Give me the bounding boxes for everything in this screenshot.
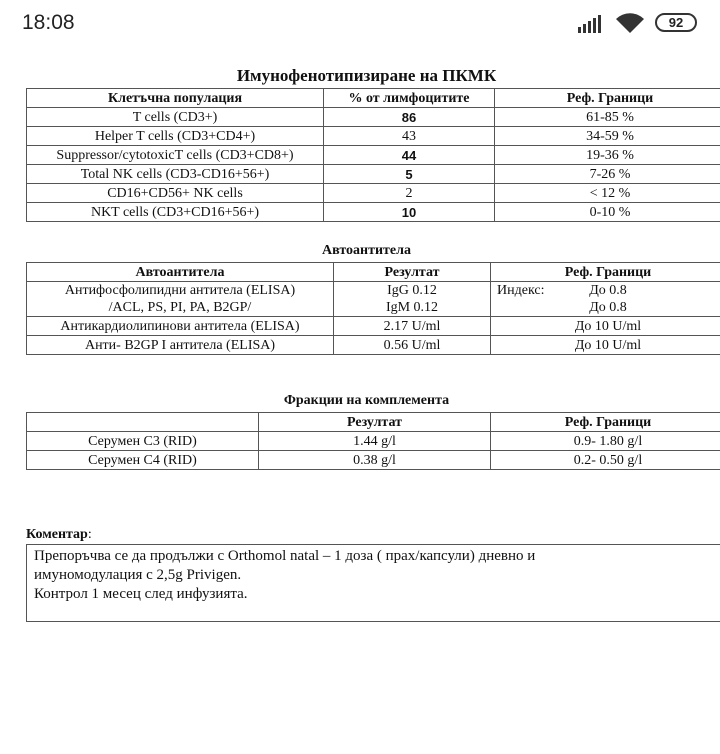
cell: 5 (324, 165, 495, 184)
col-header: Реф. Граници (495, 89, 720, 108)
col-header: Резултат (259, 413, 491, 432)
cell: 7-26 % (495, 165, 720, 184)
cell: 1.44 g/l (259, 432, 491, 451)
table-row (27, 203, 720, 222)
status-bar (0, 0, 720, 50)
cell-line: До 0.8 (589, 300, 627, 315)
cell: NKT cells (CD3+CD16+56+) (27, 203, 324, 222)
cell: 61-85 % (495, 108, 720, 127)
cell: 43 (324, 127, 495, 146)
immuno-table (26, 88, 720, 222)
immuno-title: Имунофенотипизиране на ПКМК (236, 66, 497, 85)
comment-line: Контрол 1 месец след инфузията. (34, 586, 248, 602)
cell: 0.56 U/ml (334, 336, 491, 355)
complement-title: Фракции на комплемента (283, 393, 450, 408)
cell-line: Антифосфолипидни антитела (ELISA) (64, 283, 296, 298)
cell: 0.9- 1.80 g/l (491, 432, 720, 451)
table-row (27, 317, 720, 336)
cell: Helper T cells (CD3+CD4+) (27, 127, 324, 146)
cell: 19-36 % (495, 146, 720, 165)
cell: 0-10 % (495, 203, 720, 222)
cell-line: IgG 0.12 (387, 283, 437, 298)
col-header: Реф. Граници (491, 263, 720, 282)
col-header: % от лимфоцитите (324, 89, 495, 108)
cell: Серумен С4 (RID) (27, 451, 259, 470)
cell-line: До 0.8 (589, 283, 627, 298)
table-row (27, 184, 720, 203)
cell: 0.38 g/l (259, 451, 491, 470)
cell: До 10 U/ml (491, 336, 720, 355)
cell: 10 (324, 203, 495, 222)
cell: Антикардиолипинови антитела (ELISA) (27, 317, 334, 336)
cell: 86 (324, 108, 495, 127)
signal-icon (578, 15, 604, 33)
cell: 0.2- 0.50 g/l (491, 451, 720, 470)
index-label: Индекс: (497, 283, 545, 298)
cell: Total NK cells (CD3-CD16+56+) (27, 165, 324, 184)
table-header (27, 89, 720, 108)
cell: 2 (324, 184, 495, 203)
cell: До 10 U/ml (491, 317, 720, 336)
col-header: Резултат (334, 263, 491, 282)
battery-indicator: 92 (655, 13, 697, 32)
comment-label-text: Коментар (26, 527, 88, 542)
complement-table (26, 412, 720, 470)
cell: T cells (CD3+) (27, 108, 324, 127)
cell-line: /ACL, PS, PI, PA, B2GP/ (108, 300, 252, 315)
cell-line: IgM 0.12 (385, 300, 439, 315)
col-header: Клетъчна популация (27, 89, 324, 108)
cell: 34-59 % (495, 127, 720, 146)
table-row (27, 127, 720, 146)
table-row (27, 336, 720, 355)
comment-line: имуномодулация с 2,5g Privigen. (34, 567, 242, 583)
table-row (27, 165, 720, 184)
cell: 44 (324, 146, 495, 165)
table-row (27, 282, 720, 317)
cell: 2.17 U/ml (334, 317, 491, 336)
cell: CD16+CD56+ NK cells (27, 184, 324, 203)
autoantibody-table (26, 262, 720, 355)
cell: Suppressor/cytotoxicT cells (CD3+CD8+) (27, 146, 324, 165)
clock: 18:08 (22, 11, 75, 34)
comment-line: Препоръчва се да продължи с Orthomol natal – 1 доза ( прах/капсули) дневно и (34, 548, 536, 564)
col-header: Реф. Граници (491, 413, 720, 432)
table-header (27, 413, 720, 432)
wifi-icon (615, 12, 645, 34)
cell (334, 282, 491, 317)
table-row (27, 451, 720, 470)
table-header (27, 263, 720, 282)
cell: Анти- B2GP I антитела (ELISA) (27, 336, 334, 355)
col-header: Автоантитела (27, 263, 334, 282)
cell (27, 282, 334, 317)
col-header (27, 413, 259, 432)
table-row (27, 146, 720, 165)
cell (491, 282, 720, 317)
comment-label: Коментар: (26, 527, 92, 542)
table-row (27, 108, 720, 127)
table-row (27, 432, 720, 451)
cell: Серумен С3 (RID) (27, 432, 259, 451)
comment-box (26, 544, 720, 622)
auto-title: Автоантитела (322, 243, 411, 258)
cell: < 12 % (495, 184, 720, 203)
